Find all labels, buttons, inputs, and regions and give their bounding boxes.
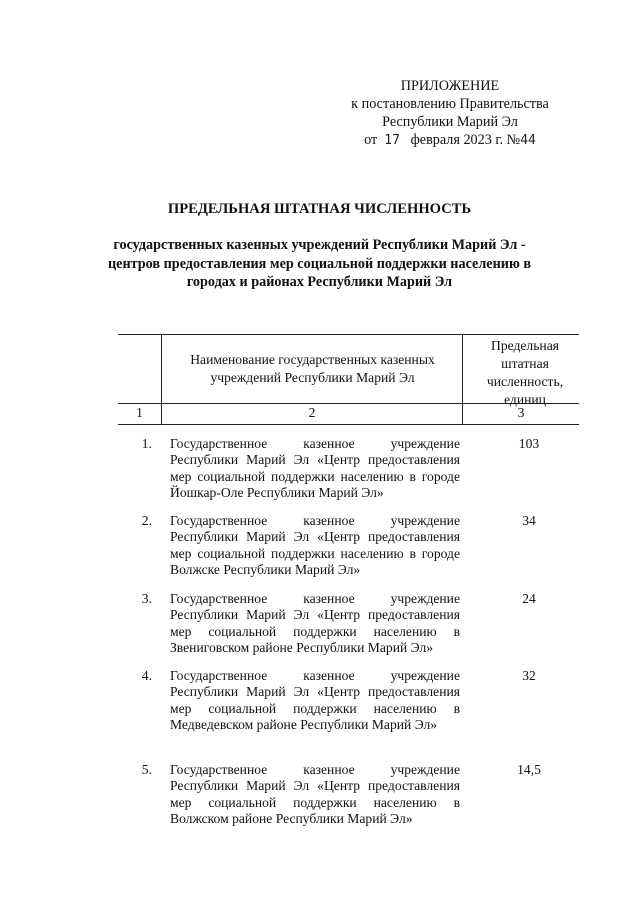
row-name: Государственное казенное учреждение Республики Марий Эл «Центр предоставления мер социальной поддержки населению в Волжском районе Республики Марий Эл»	[170, 762, 460, 827]
column-number-2: 2	[308, 405, 316, 420]
row-name: Государственное казенное учреждение Республики Марий Эл «Центр предоставления мер социальной поддержки населению в Медведевском районе Республики Марий Эл»	[170, 668, 460, 733]
row-value: 24	[522, 591, 536, 606]
row-value: 32	[522, 668, 536, 683]
document-title: ПРЕДЕЛЬНАЯ ШТАТНАЯ ЧИСЛЕННОСТЬ	[167, 201, 472, 217]
date-day: 17	[384, 133, 400, 148]
row-value: 34	[522, 513, 536, 528]
row-number: 2.	[141, 513, 152, 528]
table-numbers-divider	[118, 424, 579, 425]
column-number-3: 3	[517, 405, 525, 420]
row-number: 5.	[141, 762, 152, 777]
row-number: 3.	[141, 591, 152, 606]
row-value: 103	[518, 436, 540, 451]
document-subtitle: государственных казенных учреждений Республики Марий Эл - центров предоставления мер социальной поддержки населению в городах и районах Республики Марий Эл	[108, 237, 531, 290]
document-number: 44	[520, 133, 536, 148]
row-name: Государственное казенное учреждение Республики Марий Эл «Центр предоставления мер социальной поддержки населению в Звениговском районе Республики Марий Эл»	[170, 591, 460, 656]
table-top-border	[118, 334, 579, 335]
row-value: 14,5	[517, 762, 541, 777]
appendix-date-line	[320, 131, 580, 150]
appendix-line-1: к постановлению Правительства	[351, 96, 549, 112]
date-rest: февраля 2023 г. №	[410, 132, 521, 148]
header-col-name: Наименование государственных казенных учреждений Республики Марий Эл	[190, 352, 435, 385]
row-name: Государственное казенное учреждение Республики Марий Эл «Центр предоставления мер социальной поддержки населению в городе Йошкар-Оле Республики Марий Эл»	[170, 436, 460, 501]
appendix-label: ПРИЛОЖЕНИЕ	[400, 78, 500, 94]
appendix-block	[320, 77, 580, 150]
header-col-value: Предельная штатная численность, единиц	[486, 338, 564, 407]
column-number-1: 1	[136, 405, 143, 420]
appendix-line-2: Республики Марий Эл	[382, 114, 518, 130]
row-number: 4.	[141, 668, 152, 683]
row-name: Государственное казенное учреждение Республики Марий Эл «Центр предоставления мер социальной поддержки населению в городе Волжске Республики Марий Эл»	[170, 513, 460, 578]
row-number: 1.	[141, 436, 152, 451]
date-prefix: от	[364, 132, 378, 148]
